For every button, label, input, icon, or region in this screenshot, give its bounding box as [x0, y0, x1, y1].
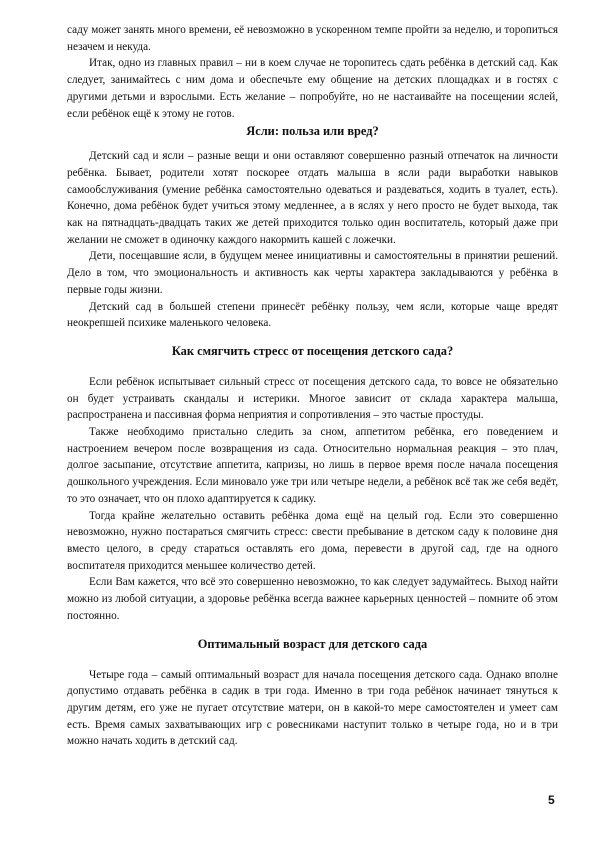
paragraph: Если Вам кажется, что всё это совершенно невозможно, то как следует задумайтесь. Выход найти можно из любой ситуации, а здоровье ребёнка всегда важнее карьерных ценностей – помните об этом постоянно. [67, 576, 558, 622]
paragraph: Детский сад и ясли – разные вещи и они оставляют совершенно разный отпечаток на личности ребёнка. Бывает, родители хотят поскорее отдать малыша в ясли ради выработки навыков самообслуживания (умение ребёнка самостоятельно одеваться и раздеваться, ходить в туалет, есть). Конечно, дома ребёнок будет учиться этому медленнее, а в яслях у него просто не будет выхода, так как на пятнадцать-двадцать таких же детей приходится только один воспитатель, который даже при желании не сможет в одиночку каждого накормить кашей с ложечки. [67, 150, 558, 246]
section-heading-optimal-age: Оптимальный возраст для детского сада [197, 636, 428, 651]
document-body [67, 22, 558, 750]
paragraph: Тогда крайне желательно оставить ребёнка дома ещё на целый год. Если это совершенно невозможно, нужно постараться смягчить стресс: свести пребывание в детском саду к половине дня вместо целого, в среду стараться оставлять его дома, перевести в другой сад, где на одного воспитателя приходится меньшее количество детей. [67, 509, 558, 572]
paragraph: Также необходимо пристально следить за сном, аппетитом ребёнка, его поведением и настроением вечером после возвращения из сада. Относительно нормальная реакция – это плач, долгое засыпание, отсутствие аппетита, капризы, но лишь в первое время после начала посещения дошкольного учреждения. Если миновало уже три или четыре недели, а ребёнок всё так же себя ведёт, то это означает, что он плохо адаптируется к садику. [67, 426, 558, 505]
paragraph: Четыре года – самый оптимальный возраст для начала посещения детского сада. Однако вполне допустимо отдавать ребёнка в садик в три года. Именно в три года ребёнок начинает тянуться к другим детям, его уже не пугает отсутствие матери, он в какой-то мере самостоятелен и умеет сам есть. Время самых захватывающих игр с ровесниками наступит только в четыре года, но и в три можно начать ходить в детский сад. [67, 668, 558, 748]
paragraph: Если ребёнок испытывает сильный стресс от посещения детского сада, то вовсе не обязательно он будет устраивать скандалы и истерики. Многое зависит от склада характера малыша, распространена и пассивная форма неприятия и сопротивления – это частые простуды. [67, 375, 558, 422]
paragraph: Дети, посещавшие ясли, в будущем менее инициативны и самостоятельны в принятии решений. Дело в том, что эмоциональность и активность как черты характера закладываются у ребёнка в первые годы жизни. [67, 250, 558, 296]
paragraph: саду может занять много времени, её невозможно в ускоренном темпе пройти за неделю, и торопиться незачем и некуда. [67, 24, 558, 53]
page-number: 5 [548, 793, 555, 807]
section-heading-nursery: Ясли: польза или вред? [246, 124, 379, 139]
paragraph: Итак, одно из главных правил – ни в коем случае не торопитесь сдать ребёнка в детский сад. Как следует, занимайтесь с ним дома и обеспечьте ему общение на детских площадках и в гостях с другими детьми и взрослыми. Есть желание – попробуйте, но не настаивайте на посещении яслей, если ребёнок ещё к этому не готов. [67, 57, 558, 120]
paragraph: Детский сад в большей степени принесёт ребёнку пользу, чем ясли, которые чаще вредят неокрепшей психике маленького человека. [67, 300, 558, 330]
section-heading-stress: Как смягчить стресс от посещения детского сада? [171, 343, 454, 358]
